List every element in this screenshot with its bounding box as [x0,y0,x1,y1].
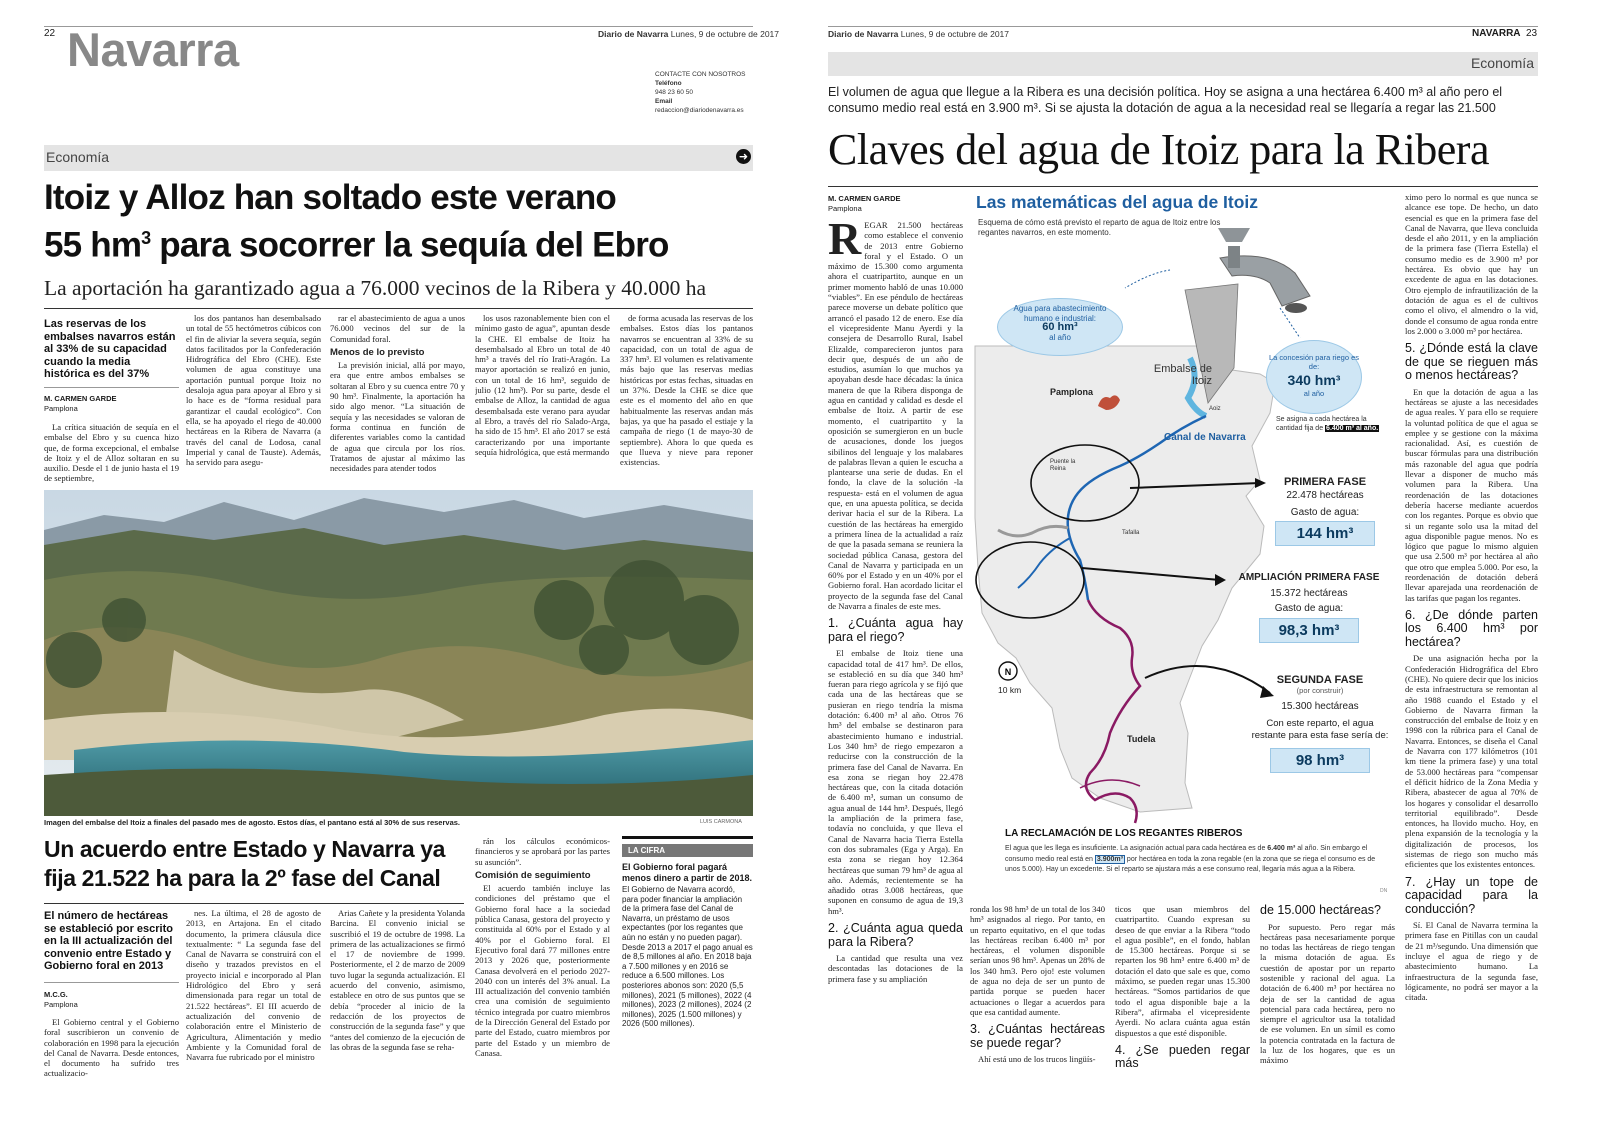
concession-unit: al año [1303,389,1325,398]
la-cifra-sidebar [622,836,753,1086]
second-divider [44,903,464,904]
second-column-3 [330,908,465,1086]
photo-credit: LUIS CARMONA [700,819,742,825]
assign-note [1276,416,1386,433]
right-col5-text-c: De una asignación hecha por la Confederación Hidrográfica del Ebro (CHE). No quiere decir que los inicios de esta infraestructura se remontan al año 1988 cuando el Estado y el Gobierno de Navarra firman la construcción del embalse de Itoiz y en 1998 con la rúbrica para el Canal de Navarra. Entonces, se diseña el Canal de Navarra con 177 kilómetros (101 km tiene la primera fase) y una total de 53.000 hectáreas para “compensar el déficit hídrico de la Zona Media y Ribera, abastecer de agua al 70% de los hogares y consolidar el desarrollo territorial equilibrado”. Desde entonces, ha llovido mucho. Hoy, en plena expansión de la tecnología y la digitalización de procesos, los sistemas de riego son mucho más eficientes que los existentes entonces. [1405,653,1538,870]
article-column-5 [620,313,753,485]
right-subsection-label: Economía [1470,55,1534,71]
right-col1-text-b: El embalse de Itoiz tiene una capacidad total de 417 hm³. De ellos, se estableció en su día que 340 hm³ fueran para riego agrícola y se fijó que cada una de las hectáreas que se pusieran en riego tendría la misma dotación: 6.400 m³ al año. Otros 76 hm³ del embalse se destinaron para abastecimiento humano e industrial. Los 340 hm³ de riego empezaron a reducirse con la construcción de la primera fase del Canal de Navarra. En esa zona se riegan hoy 22.478 hectáreas que, con la citada dotación de 6.400 m³, suman un consumo de agua anual de 144 hm³. Después, llegó la ampliación de la primera fase, todavía no concluida, y que lleva el Canal de Navarra hacia Tierra Estella con dos subramales (Ega y Arga). En esta zona se riegan hoy 12.364 hectáreas que suman 79 hm³ de agua al año. Además, recientemente se ha añadido otras 3.008 hectáreas, que suponen en consumo de agua de 19,3 hm³. [828,648,963,916]
claim-value-2: 3.900m³ [1096,855,1123,863]
sidebar-heading: El Gobierno foral pagará menos dinero a partir de 2018. [622,862,753,883]
drop-cap: R [828,220,862,264]
scale-label: 10 km [998,685,1022,695]
subheadline: La aportación ha garantizado agua a 76.000 vecinos de la Ribera y 40.000 ha [44,276,707,300]
headline-line2-post: para socorrer la sequía del Ebro [150,225,669,265]
phase1-value: 144 hm³ [1275,521,1375,546]
second-headline-line1: Un acuerdo entre Estado y Navarra ya [44,836,446,862]
right-dateline: Pamplona [828,204,862,213]
infographic-credit: DN [1380,888,1388,894]
supply-bubble [997,298,1123,356]
phone-value[interactable]: 948 23 60 50 [655,89,693,96]
supply-label: Agua para abastecimiento humano e industrial: [1013,304,1107,323]
claim-value-1: 6.400 m³ [1267,845,1296,852]
supply-connector [1125,270,1170,288]
right-col1-text-c: La cantidad que resulta una vez descontadas las dotaciones de la primera fase y su ampliación [828,953,963,984]
paper-date [598,29,779,39]
contact-box [655,70,746,115]
second-column-4 [475,836,610,1086]
col3-text-a: rar el abastecimiento de agua a unos 76.000 vecinos del sur de la Comunidad foral. [330,313,465,344]
pamplona-label: Pamplona [1050,387,1094,397]
right-divider [828,186,1538,187]
infographic [970,188,1395,896]
section-title: Navarra [67,23,239,76]
phase1-title: PRIMERA FASE [1283,476,1367,488]
right-top-rule [828,26,1538,27]
right-col1-text-a: EGAR 21.500 hectáreas como establece el convenio de 2013 entre Gobierno foral y el Estado. O un máximo de 15.300 como argumenta ahora el cuatripartito, aunque en un primer momento habló de unas 10.000 “viables”. En ese péndulo de hectáreas parece moverse un debate político que arrancó el pasado 12 de enero. Ese día el vicepresidente Manu Ayerdi y la consejera de Desarrollo Rural, Isabel Elizalde, comparecieron juntos para decir que, después de un año de estudios, asumían lo que muchos ya apoyaban desde hace décadas: la única manera de que la Ribera disponga de agua en cantidad y calidad es desde el embalse de Itoiz. A partir de ese momento, el cuatripartito y la oposición se sumergieron en un bucle de acusaciones, donde los juegos sibilinos del lenguaje y los malabares de palabras llevan a quien le escucha a plantearse una serie de dudas. En el fondo, la clave de la solución -la respuesta- está en el volumen de agua que, en una apuesta política, se decida derivar hacia el sur de la Ribera. La cuestión de las hectáreas ha emergido a primera línea de la actualidad a raíz de que la pasada semana se reuniera la sociedad pública Canasa, gestora del Canal de Navarra y participada en un 60% por el Estado y en un 40% por el Gobierno foral. Han acordado licitar el proyecto de la segunda fase del Canal de Navarra a finales de este mes. [828,220,963,611]
headline-line2-pre: 55 hm [44,225,142,265]
sidebar-body: El Gobierno de Navarra acordó, para poder financiar la ampliación de la primera fase del Canal de Navarra, un préstamo de usos expectantes (por los regantes que aún no están y no pueden pagar). Desde 2013 a 2017 el pago anual es de 8,5 millones al año. En 2018 baja a 7.500 millones y en 2016 se reduce a 6.500 millones. Los posteriores abonos son: 2020 (5,5 millones), 2021 (5 millones), 2022 (4 millones), 2023 (2 millones), 2024 (2 millones), 2025 (1.500 millones) y 2026 (500 millones). [622,885,753,1029]
headline-line2 [44,218,669,266]
second-column-1 [44,1017,179,1087]
phase1-callout [1260,476,1390,546]
right-col5-text-d: Sí. El Canal de Navarra termina la primera fase en Pitillas con un caudal de 21 m³/segundo. Una dimensión que incluye el agua de riego y de abastecimiento humano. La infraestructura de la segunda fase, lógicamente, no podrá ser mayor a la citada. [1405,920,1538,1003]
col3-text-b: La previsión inicial, allá por mayo, era que entre ambos embalses se soltaran al Ebro y su cuenca entre 70 y 90 hm³. Finalmente, la aportación ha sido algo menor. “La situación de sequía y las necesidades se valoran de forma continua en función de diferentes variables como la cantidad de agua que circula por los ríos. Tratamos de ajustar al máximo las necesidades para atender todos [330,360,465,474]
second-column-2 [186,908,321,1086]
second-lede: El número de hectáreas se estableció por escrito en la III actualización del convenio entre Estado y Gobierno foral en 2013 [44,910,173,972]
concession-value: 340 hm³ [1287,372,1341,388]
right-col5-text-a: ximo pero lo normal es que nunca se alcance ese tope. De hecho, un dato esencial es que en la primera fase del Canal de Navarra, que lleva concluida desde el año 2011, y en la ampliación de la primera fase (Tierra Estella) el consumo medio es de 3.900 m³ por hectárea. Es obvio que hay un excedente de agua en las dotaciones. Otro ejemplo de infrautilización de la dotación de agua es el de cultivos como el olivo, el almendro o la vid, donde el consumo de agua ronda entre los 2.000 o 3.000 m³ por hectárea. [1405,192,1538,336]
question-7: 7. ¿Hay un tope de capacidad para la conducción? [1405,874,1538,916]
second-col4-text-b: El acuerdo también incluye las condiciones del préstamo que el Gobierno foral hace a la sociedad pública Canasa, gestora del proyecto y constituida al 60% por el Estado y al 40% por el Gobierno foral. El Ejecutivo foral dará 77 millones entre 2013 y 2026 que, posteriormente Canasa devolverá en el periodo 2027-2040 con un interés del 3% anual. La III actualización del convenio también crea una comisión de seguimiento técnico integrada por cuatro miembros de la Dirección General del Estado por parte del Estado, cuatro miembros por parte del Estado y un miembro de Canasa. [475,883,610,1058]
byline: M. CARMEN GARDE [44,394,117,403]
right-byline: M. CARMEN GARDE [828,194,901,203]
supply-value: 60 hm³ [1042,321,1078,333]
phone-label: Teléfono [655,80,682,87]
reservoir-photo [44,490,753,816]
question-4-continued: de 15.000 hectáreas? [1260,904,1381,917]
question-3: 3. ¿Cuántas hectáreas se puede regar? [970,1022,1105,1050]
phase2-hectares: 15.372 hectáreas [1270,588,1348,599]
phase3-title: SEGUNDA FASE [1276,674,1364,686]
phase3-value: 98 hm³ [1270,748,1370,773]
right-paper-date [828,29,1009,39]
email-label: Email [655,98,673,105]
second-headline [44,835,464,893]
contact-heading: CONTACTE CON NOSOTROS [655,71,746,78]
article-column-2 [186,313,321,485]
right-section-title: NAVARRA [1472,28,1521,39]
phase2-value: 98,3 hm³ [1259,618,1359,643]
question-2: 2. ¿Cuánta agua queda para la Ribera? [828,921,963,949]
aoiz-label: Aoiz [1209,406,1221,412]
col2-text: los dos pantanos han desembalsado un total de 55 hectómetros cúbicos con el fin de aliviar la severa sequía, según datos facilitados por la Confederación Hidrográfica del Ebro (CHE). Este volumen de agua constituye una aportación puntual porque Itoiz no desaloja agua para apoyar al Ebro y si lo hace es de “forma residual para garantizar el caudal ecológico”. Con ella, se ha apoyado el riego de 40.000 hectáreas en la Ribera de Navarra (a través del canal de Lodosa, canal Imperial y canal de Tauste). Además, ha servido para asegu- [186,313,321,468]
right-subsection-bar [828,52,1538,76]
reservoir-label: Embalse de Itoiz [1153,363,1212,387]
main-headline [44,178,669,266]
arrow-right-icon[interactable]: ➜ [736,149,751,164]
second-col4-text-a: rán los cálculos económicos-financieros y se aprobará por las partes su asunción”. [475,836,610,867]
phase3-text: Con este reparto, el agua restante para esta fase sería de: [1251,718,1389,741]
second-col2-text: nes. La última, el 28 de agosto de 2013, en Artajona. En el citado documento, la primera cláusula dice textualmente: “ La segunda fase del Canal de Navarra se construirá con el diseño y trazados previstos en el proyecto inicial e incorporado al Plan Hidrológico del Ebro y será dimensionada para regar un total de 21.522 hectáreas”. El III acuerdo de actualización del convenio de colaboración entre el Ministerio de Agricultura, Alimentación y medio Ambiente y la Comunidad foral de Navarra fue rubricado por el ministro [186,908,321,1063]
infographic-title: Las matemáticas del agua de Itoiz [976,192,1259,212]
infographic-subtitle: Esquema de cómo está previsto el reparto de agua de Itoiz entre los regantes navarros, en este momento. [978,218,1221,237]
right-column-2 [970,904,1105,1089]
second-dateline: Pamplona [44,1000,78,1009]
email-link[interactable]: redaccion@diariodenavarra.es [655,107,744,114]
claim-post: por hectárea en toda la zona regable (en la zona que se riega el consumo es de unos 5.000). Hay un excedente. Si el reparto se ajustara más a ese consumo real, llegaría más agua a la Ribera. [1005,855,1376,873]
reservoir-photo-illustration [44,490,753,816]
col5-text: de forma acusada las reservas de los embalses. Estos días los pantanos navarros se encuentran al 33% de su capacidad, con un total de agua de 337 hm³. El volumen es relativamente más bajo que las reservas medias históricas por estas fechas, situadas en un 37%. Desde la CHE se dice que este es el momento del año en que habitualmente las reservas andan más bajas, ya que ha pasado el estiaje y la campaña de riego (1 de mayo-30 de septiembre). Ahora lo que queda es que llueva y nieve para reponer existencias. [620,313,753,468]
headline-line1: Itoiz y Alloz han soltado este verano [44,178,616,217]
claim-title: LA RECLAMACIÓN DE LOS REGANTES RIBEROS [1005,828,1243,839]
lede-rule [44,387,179,388]
question-1: 1. ¿Cuánta agua hay para el riego? [828,616,963,644]
article-column-4 [475,313,610,485]
supply-unit: al año [1049,332,1071,342]
right-column-5 [1405,192,1538,1089]
question-4: 4. ¿Se pueden regar más [1115,1042,1250,1071]
dateline: Pamplona [44,404,78,413]
col4-text: los usos razonablemente bien con el mínimo gasto de agua”, apuntan desde la CHE. El embalse de Itoiz ha desembalsado al Ebro un total de 40 hm³ a través del río Irati-Aragón. La mayor aportación se realizó en junio, con un total de 16 hm³, seguido de julio (12 hm³). Por su parte, desde el embalse de Alloz, la cantidad de agua desembalsada este verano para ayudar al Ebro, a través del río Salado-Arga, ha sido de 15 hm³. El año 2017 se está caracterizando por una importante sequía hidrológica, que está mermando [475,313,610,457]
claim-pre: El agua que les llega es insuficiente. La asignación actual para cada hectárea es de [1005,845,1266,852]
right-col5-text-b: En que la dotación de agua a las hectáreas se ajuste a las necesidades de agua reales. Y para ello se requiere la voluntad política de que el agua se emplee y se gestione con la máxima racionalidad. Así, es cuestión de buscar fórmulas para una distribución más razonable del agua que podría llevar a disponer de mucho más volumen para la Ribera. Una reordenación de las dotaciones debería hacerse mediante acuerdos con los regantes. Porque es obvio que si un regante solo usa la mitad del agua disponible pague menos. No es lógico que pague lo mismo alguien que usa 2.500 m³ por hectárea al año que otro que emplea 5.000. Por eso, la reordenación de dotación deberá llevar aparejada una reordenación de las tarifas que pagan los regantes. [1405,386,1538,603]
right-page-number: 23 [1526,28,1538,39]
question-5: 5. ¿Dónde está la clave de que se rieguen más o menos hectáreas? [1405,341,1538,383]
canal-label: Canal de Navarra [1164,432,1246,443]
subsection-bar [44,145,753,171]
subsection-label: Economía [46,149,110,165]
phase1-gasto-label: Gasto de agua: [1290,507,1360,518]
second-col3-text: Arias Cañete y la presidenta Yolanda Barcina. El convenio inicial se suscribió el 19 de octubre de 1998. La primera de las actualizaciones se firmó el 17 de noviembre de 1999. Posteriormente, el 2 de marzo de 2009 tuvo lugar la segunda actualización. El acuerdo del convenio, asimismo, establece en otro de sus puntos que se debía “proceder al inicio de la redacción de los proyectos de construcción de la segunda fase” y que “antes del comienzo de la ejecución de las obras de la segunda fase se reha- [330,908,465,1052]
tafalla-label: Tafalla [1122,530,1140,536]
tudela-label: Tudela [1127,734,1156,744]
divider [44,308,753,309]
north-label: N [1004,667,1012,677]
right-paper-name: Diario de Navarra [828,29,899,39]
col1-text: La crítica situación de sequía en el embalse del Ebro y su cuenca hizo que, de forma excepcional, el embalse de Itoiz y el de Alloz soltaran en su auxilio. Desde el 1 de junio hasta el 19 de septiembre, [44,422,179,484]
article-column-1 [44,422,179,484]
claim-mid: al año. Sin embargo el consumo medio real está en [1005,845,1368,863]
right-col2-text-b: Ahí está uno de los trucos lingüís- [978,1054,1096,1065]
right-intro: El volumen de agua que llegue a la Ribera es una decisión política. Hoy se asigna a una hectárea 6.400 m³ al año pero el consumo medio real está en 3.900 m³. Si se ajusta la dotación de agua a la necesidad real se llegaría a regar las 21.500 [828,85,1503,115]
second-col4-subhead: Comisión de seguimiento [475,869,591,881]
lede: Las reservas de los embalses navarros están al 33% de su capacidad cuando la media histórica es del 37% [44,318,176,380]
phase2-gasto-label: Gasto de agua: [1274,603,1344,614]
second-headline-line2: fija 21.522 ha para la 2º fase del Canal [44,865,441,891]
phase3-hectares: 15.300 hectáreas [1281,701,1359,712]
right-column-3 [1115,904,1250,1089]
second-col1-text: El Gobierno central y el Gobierno foral suscribieron un convenio de colaboración en 1998 para la ejecución del Canal de Navarra. Desde entonces, el documento ha sufrido tres actualizacio- [44,1017,179,1079]
page-number: 22 [44,28,56,39]
article-column-3 [330,313,465,485]
photo-caption: Imagen del embalse del Itoiz a finales del pasado mes de agosto. Estos días, el pantano está al 30% de sus reservas. [44,818,460,827]
puente-label: Puente la Reina [1050,459,1076,472]
col3-subhead: Menos de lo previsto [330,346,425,358]
right-col2-text: ronda los 98 hm³ de un total de los 340 hm³ asignados al riego. Por tanto, en un reparto equitativo, en el que todas las hectáreas reciban 6.400 m³ por hectáreas, el volumen disponible serían unos 98 hm³. Apenas un 28% de los 340 hm3. Pero ojo! este volumen de agua no deja de ser un punto de partida porque se pueden hacer actuaciones o llegar a acuerdos para que esa cantidad aumente. [970,904,1105,1017]
concession-bubble [1266,340,1362,414]
phase2-callout [1223,572,1395,643]
right-col3-text: ticos que usan miembros del cuatripartito. Cuando expresan su deseo de que enviar a la Ribera “todo el agua posible”, en el fondo, hablan de 15.300 hectáreas. Porque si se reparten los 98 hm³ entre 6.400 m³ de dotación el dato que sale es que, como máximo, se pueden regar unas 15.300 hectáreas. “Somos partidarios de que todo el agua disponible baje a la Ribera”, afirmaba el vicepresidente Ayerdi. No aclara cuánta agua están dispuestos a que esté disponible. [1115,904,1250,1038]
phase3-subtitle: (por construir) [1296,686,1344,695]
second-lede-rule [44,982,179,983]
right-headline: Claves del agua de Itoiz para la Ribera [828,125,1489,174]
date-text: Lunes, 9 de octubre de 2017 [670,29,780,39]
right-date-text: Lunes, 9 de octubre de 2017 [900,29,1010,39]
phase1-hectares: 22.478 hectáreas [1286,490,1364,501]
assign-note-text: Se asigna a cada hectárea la cantidad fija de [1276,416,1367,432]
assign-value: 6.400 m³ al año. [1326,424,1379,432]
right-column-4 [1260,904,1395,1089]
concession-label: La concesión para riego es de: [1268,353,1360,371]
phase2-title: AMPLIACIÓN PRIMERA FASE [1238,572,1380,583]
phase3-callout [1250,674,1390,773]
claim-text [1005,844,1385,876]
question-6: 6. ¿De dónde parten los 6.400 hm³ por hectárea? [1405,607,1538,649]
right-col4-text: Por supuesto. Pero regar más hectáreas pasa necesariamente porque no todas las hectáreas de riego tengan la misma dotación de agua. Es cuestión de apostar por un reparto sostenible y racional del agua. La dotación de 6.400 m³ por hectárea no deja de ser la cantidad de agua potencial para cada hectárea, pero no siempre el agricultor usa la totalidad de ese volumen. En un símil es como la potencia contratada en la factura de la luz de los hogares, que es un máximo [1260,921,1395,1066]
sidebar-label: LA CIFRA [622,844,753,857]
right-column-1 [828,220,963,1090]
paper-name: Diario de Navarra [598,29,669,39]
second-byline: M.C.G. [44,990,68,999]
headline-line2-sup: 3 [141,228,151,248]
